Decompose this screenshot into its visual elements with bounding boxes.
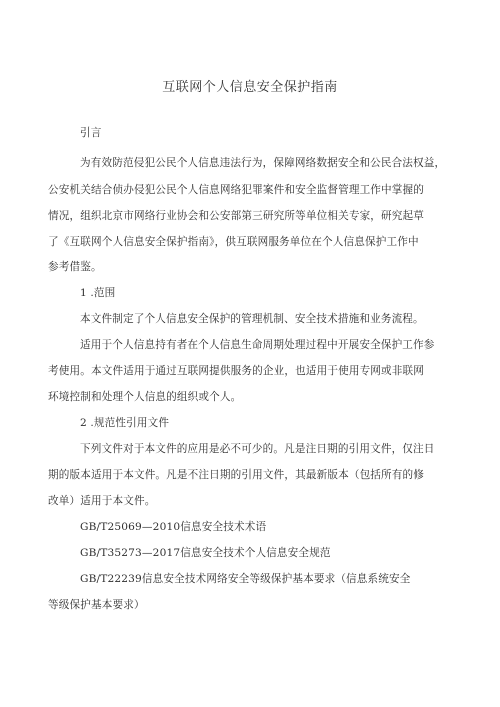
section1-p2-line-1: 适用于个人信息持有者在个人信息生命周期处理过程中开展安全保护工作参 bbox=[80, 339, 435, 351]
intro-line-1: 为有效防范侵犯公民个人信息违法行为，保障网络数据安全和公民合法权益， bbox=[80, 157, 446, 169]
reference-3-line-1: GB/T22239信息安全技术网络安全等级保护基本要求（信息系统安全 bbox=[80, 573, 411, 585]
reference-1: GB/T25069—2010信息安全技术术语 bbox=[80, 521, 267, 533]
intro-line-2: 公安机关结合侦办侵犯公民个人信息网络犯罪案件和安全监督管理工作中掌握的 bbox=[48, 184, 425, 196]
document-title: 互联网个人信息安全保护指南 bbox=[162, 80, 338, 95]
section1-p2-line-2: 考使用。本文件适用于通过互联网提供服务的企业，也适用于使用专网或非联网 bbox=[48, 365, 425, 377]
section2-p1-line-1: 下列文件对于本文件的应用是必不可少的。凡是注日期的引用文件，仅注日 bbox=[80, 443, 435, 455]
section1-paragraph-1: 本文件制定了个人信息安全保护的管理机制、安全技术措施和业务流程。 bbox=[80, 313, 424, 325]
section2-p1-line-3: 改单）适用于本文件。 bbox=[48, 495, 156, 507]
intro-line-4: 了《互联网个人信息安全保护指南》，供互联网服务单位在个人信息保护工作中 bbox=[48, 236, 419, 248]
section2-p1-line-2: 期的版本适用于本文件。凡是不注日期的引用文件，其最新版本（包括所有的修 bbox=[48, 469, 425, 481]
reference-2: GB/T35273—2017信息安全技术个人信息安全规范 bbox=[80, 547, 331, 559]
section1-heading: 1 .范围 bbox=[80, 287, 116, 299]
intro-line-3: 情况，组织北京市网络行业协会和公安部第三研究所等单位相关专家，研究起草 bbox=[48, 210, 425, 222]
intro-heading: 引言 bbox=[80, 127, 102, 139]
section2-heading: 2 .规范性引用文件 bbox=[80, 417, 170, 429]
section1-p2-line-3: 环境控制和处理个人信息的组织或个人。 bbox=[48, 391, 242, 403]
intro-line-5: 参考借鉴。 bbox=[48, 261, 102, 273]
reference-3-line-2: 等级保护基本要求） bbox=[48, 599, 145, 611]
